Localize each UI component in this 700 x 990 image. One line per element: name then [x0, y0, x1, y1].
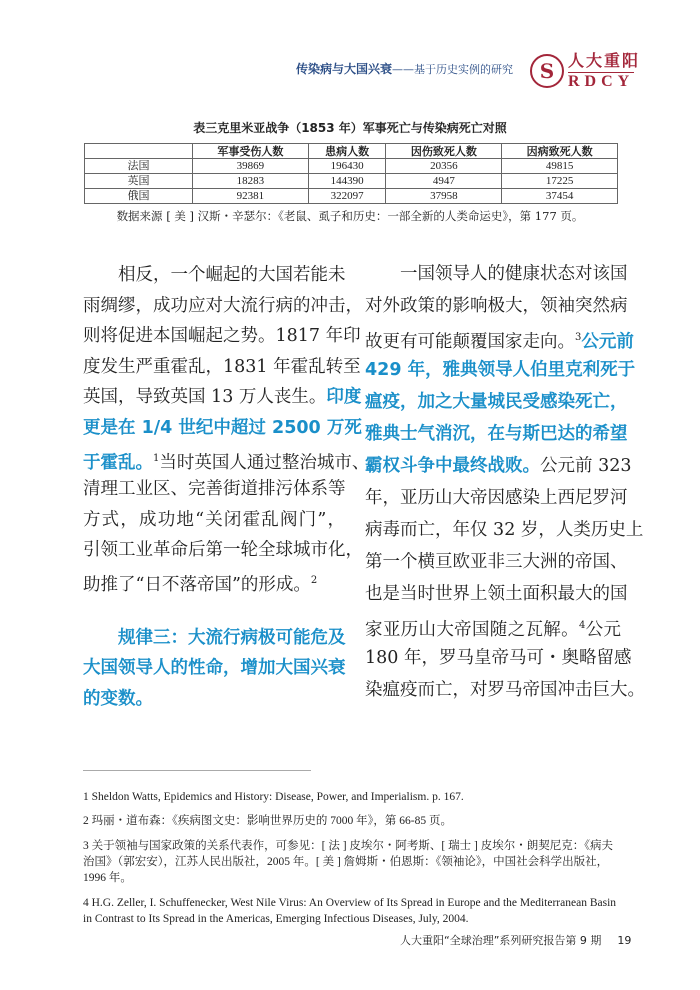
table-row [85, 189, 618, 204]
text-line [365, 482, 628, 514]
row-label: 法国 [85, 159, 193, 174]
body-text: 英国，导致英国 13 万人丧生。 [83, 387, 327, 408]
body-text: 助推了“日不落帝国”的形成。 [83, 574, 311, 595]
body-text: 度发生严重霍乱，1831 年霍乱转至 [83, 356, 361, 377]
logo-cn: 人大重阳 [568, 51, 641, 70]
logo-en: RDCY [568, 73, 635, 90]
body-text: 引领工业革命后第一轮全球城市化， [83, 540, 363, 561]
body-text: 方式，成功地“关闭霍乱阀门”， [83, 509, 345, 530]
text-line [83, 535, 363, 566]
text-line [83, 566, 345, 597]
body-text: 当时英国人通过整治城市、 [159, 452, 370, 473]
text-line [365, 354, 636, 386]
table-cell: 144390 [308, 174, 386, 189]
table-cell: 4947 [386, 174, 502, 189]
footnote-divider [83, 770, 311, 771]
highlight-text: 霸权斗争中最终战败。 [365, 456, 540, 476]
text-line [365, 578, 628, 610]
text-line [83, 474, 345, 505]
table-cell: 18283 [193, 174, 309, 189]
column-header: 患病人数 [308, 144, 386, 159]
text-line [83, 684, 345, 715]
column-header [85, 144, 193, 159]
body-text: 雨绸缪，成功应对大流行病的冲击， [83, 295, 363, 316]
text-line [365, 514, 644, 546]
footnote-ref: 2 [310, 574, 318, 586]
text-line [83, 291, 363, 322]
text-line [365, 386, 628, 418]
body-text: 相反，一个崛起的大国若能未 [83, 265, 346, 285]
table-title: 表三克里米亚战争（1853 年）军事死亡与传染病死亡对照 [193, 121, 507, 135]
body-text: 则将促进本国崛起之势。1817 年印 [83, 326, 361, 347]
table-cell: 37454 [502, 189, 618, 204]
page-number: 19 [617, 934, 632, 947]
left-column [83, 260, 370, 714]
data-table [84, 143, 618, 204]
text-line [365, 322, 634, 354]
text-line [83, 321, 361, 352]
body-text: 清理工业区、完善街道排污体系等 [83, 479, 346, 500]
body-text: 第一个横亘欧亚非三大洲的帝国、 [365, 552, 628, 572]
text-line [83, 653, 345, 684]
right-column [365, 258, 645, 706]
body-text: 对外政策的影响极大，领袖突然病 [365, 296, 628, 316]
table-cell: 20356 [386, 159, 502, 174]
text-line [83, 444, 370, 475]
footnote-ref: 4 [578, 620, 586, 631]
page-footer [400, 932, 632, 948]
text-line [83, 413, 362, 444]
text-line [365, 642, 632, 674]
highlight-text: 更是在 1/4 世纪中超过 2500 万死 [83, 417, 362, 438]
logo-seal-icon: S [530, 54, 564, 88]
table-cell: 92381 [193, 189, 309, 204]
body-text: 一国领导人的健康状态对该国 [365, 264, 628, 284]
highlight-text: 大国领导人的性命，增加大国兴衰 [83, 658, 346, 679]
text-line [83, 382, 362, 413]
row-label: 英国 [85, 174, 193, 189]
highlight-text: 瘟疫，加之大量城民受感染死亡， [365, 392, 628, 412]
table-cell: 49815 [502, 159, 618, 174]
body-text: 故更有可能颠覆国家走向。 [365, 331, 575, 352]
footnote-4: 4 H.G. Zeller, I. Schuffenecker, West Nile Virus: An Overview of Its Spread in Europe and the Mediterranean Basin in Contrast to Its Spread in the Americas, Emerging Infectious Diseases, July, 2004. [83, 897, 617, 925]
body-text: 也是当时世界上领土面积最大的国 [365, 584, 628, 604]
column-header: 军事受伤人数 [193, 144, 309, 159]
highlight-text: 雅典士气消沉，在与斯巴达的希望 [365, 424, 628, 444]
body-text: 家亚历山大帝国随之瓦解。 [365, 619, 579, 640]
footer-text: 人大重阳“全球治理”系列研究报告第 9 期 [400, 934, 602, 947]
text-line [365, 610, 621, 642]
highlight-text: 规律三：大流行病极可能危及 [83, 627, 346, 648]
highlight-text: 于霍乱。 [83, 452, 153, 473]
text-line [83, 505, 345, 536]
footnote-3: 3 关于领袖与国家政策的关系代表作，可参见：[ 法 ] 皮埃尔・阿考斯、[ 瑞士 ] 皮埃尔・朗契尼克：《病夫治国》（郭宏安），江苏人民出版社，2005 年。[ 美 ] 詹姆斯・伯恩斯：《领袖论》，中国社会科学出版社，1996 年。 [83, 840, 613, 884]
footnote-2: 2 玛丽・道布森：《疾病图文史：影响世界历史的 7000 年》，第 66-85 页。 [83, 815, 452, 827]
footnote-ref: 1 [153, 452, 160, 464]
body-text: 病毒而亡，年仅 32 岁，人类历史上 [365, 520, 644, 540]
table-row [85, 174, 618, 189]
text-line [365, 674, 645, 706]
table-row [85, 159, 618, 174]
text-line [365, 258, 628, 290]
footnote-1: 1 Sheldon Watts, Epidemics and History: Disease, Power, and Imperialism. p. 167. [83, 791, 464, 803]
paragraph-gap [83, 597, 345, 623]
table-cell: 196430 [308, 159, 386, 174]
header-subtitle: ——基于历史实例的研究 [392, 63, 514, 76]
table-source: 数据来源 [ 美 ] 汉斯・辛瑟尔：《老鼠、虱子和历史：一部全新的人类命运史》，第 177 页。 [116, 209, 584, 223]
text-line [365, 290, 628, 322]
footnote-ref: 3 [575, 332, 582, 343]
body-text: 年，亚历山大帝因感染上西尼罗河 [365, 488, 628, 508]
row-label: 俄国 [85, 189, 193, 204]
body-text: 公元前 323 [540, 456, 632, 476]
text-line [365, 418, 628, 450]
header-title: 传染病与大国兴衰 [296, 62, 393, 76]
highlight-text: 的变数。 [83, 688, 153, 709]
table-cell: 17225 [502, 174, 618, 189]
text-line [83, 623, 345, 654]
highlight-text: 公元前 [581, 331, 634, 352]
body-text: 染瘟疫而亡，对罗马帝国冲击巨大。 [365, 680, 645, 700]
table-header-row [85, 144, 618, 159]
body-text: 180 年，罗马皇帝马可・奥略留感 [365, 648, 632, 668]
highlight-text: 印度 [326, 387, 362, 408]
table-cell: 37958 [386, 189, 502, 204]
table-cell: 39869 [193, 159, 309, 174]
column-header: 因病致死人数 [502, 144, 618, 159]
text-line [83, 352, 361, 383]
running-header [296, 62, 513, 77]
column-header: 因伤致死人数 [386, 144, 502, 159]
text-line [365, 450, 632, 482]
table-cell: 322097 [308, 189, 386, 204]
text-line [365, 546, 628, 578]
highlight-text: 429 年，雅典领导人伯里克利死于 [365, 360, 636, 380]
text-line [83, 260, 345, 291]
body-text: 公元 [585, 619, 622, 640]
rdcy-logo [530, 52, 640, 92]
